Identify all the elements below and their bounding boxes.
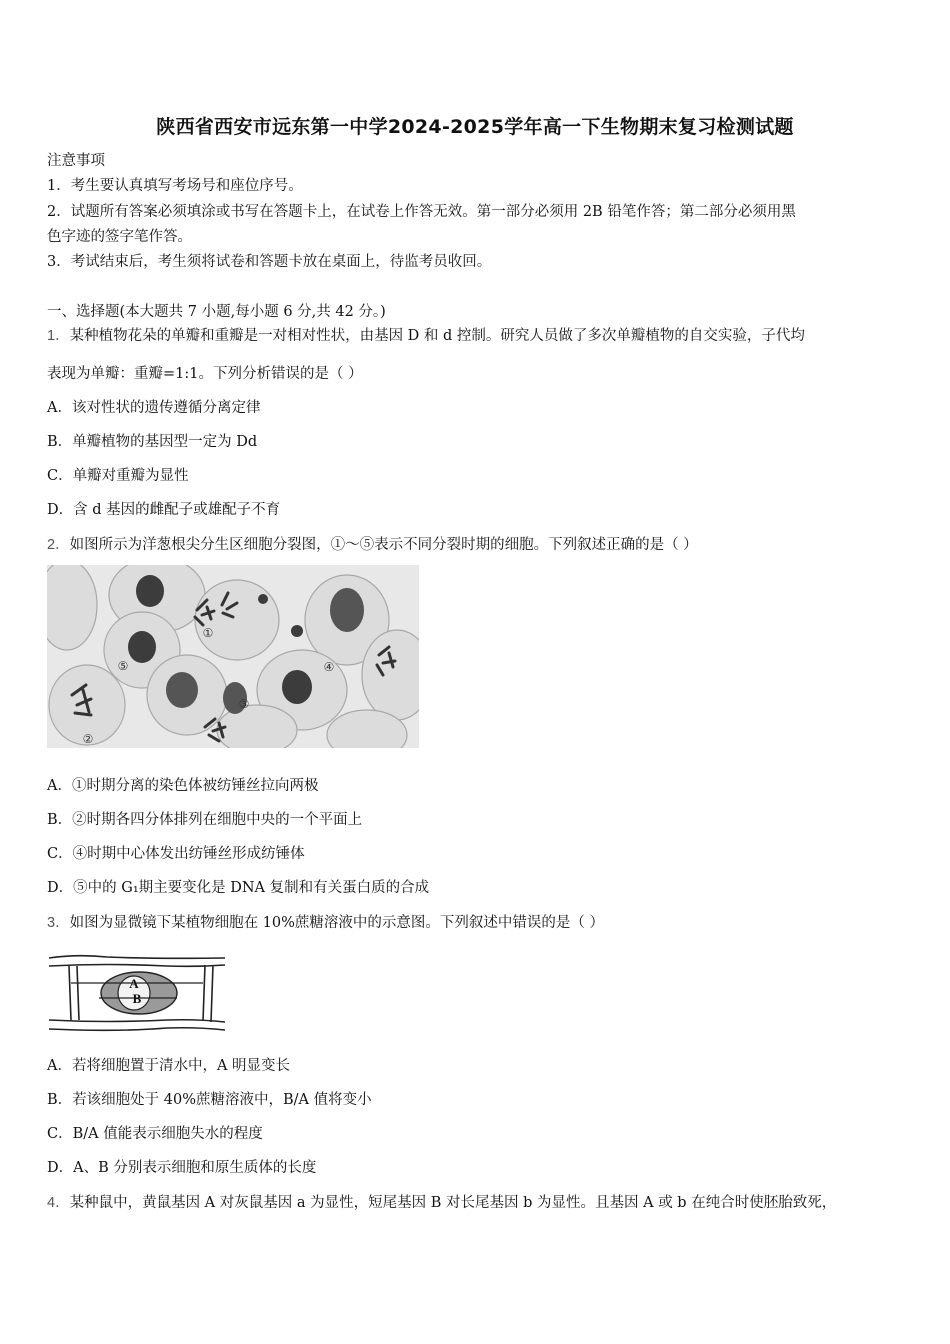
- figure-label: ⑤: [117, 659, 129, 673]
- option-c: C．单瓣对重瓣为显性: [47, 468, 189, 484]
- option-c: C．④时期中心体发出纺锤丝形成纺锤体: [47, 846, 305, 862]
- question-text: 如图所示为洋葱根尖分生区细胞分裂图，①～⑤表示不同分裂时期的细胞。下列叙述正确的是（ ）: [69, 537, 698, 553]
- figure-label: ②: [82, 732, 94, 746]
- option-b: B．若该细胞处于 40%蔗糖溶液中，B/A 值将变小: [47, 1092, 372, 1108]
- question-text: 某种鼠中，黄鼠基因 A 对灰鼠基因 a 为显性，短尾基因 B 对长尾基因 b 为显性。且基因 A 或 b 在纯合时使胚胎致死，: [69, 1195, 837, 1211]
- notice-item: 色字迹的签字笔作答。: [47, 229, 192, 245]
- plasmolysis-cell-diagram: [47, 946, 227, 1041]
- section-heading: 一、选择题(本大题共 7 小题,每小题 6 分,共 42 分。): [47, 304, 386, 320]
- figure-label-a: A: [129, 976, 139, 991]
- option-b: B．②时期各四分体排列在细胞中央的一个平面上: [47, 812, 363, 828]
- question-number: 1．: [47, 328, 70, 344]
- page-title: 陕西省西安市远东第一中学2024-2025学年高一下生物期末复习检测试题: [156, 116, 794, 138]
- option-c: C．B/A 值能表示细胞失水的程度: [47, 1126, 263, 1142]
- option-a: A．①时期分离的染色体被纺锤丝拉向两极: [47, 778, 319, 794]
- option-d: D．A、B 分别表示细胞和原生质体的长度: [47, 1160, 317, 1176]
- notice-item: 1．考生要认真填写考场号和座位序号。: [47, 178, 303, 194]
- notice-item: 2．试题所有答案必须填涂或书写在答题卡上，在试卷上作答无效。第一部分必须用 2B 铅笔作答；第二部分必须用黑: [47, 204, 796, 220]
- question-number: 3．: [47, 915, 70, 931]
- option-a: A．若将细胞置于清水中，A 明显变长: [47, 1058, 291, 1074]
- question-4-stem: [47, 1193, 836, 1213]
- question-1-stem: [47, 326, 805, 346]
- option-d: D．⑤中的 G₁期主要变化是 DNA 复制和有关蛋白质的合成: [47, 880, 430, 896]
- question-number: 2．: [47, 537, 70, 553]
- question-2-stem: [47, 535, 698, 555]
- option-a: A．该对性状的遗传遵循分离定律: [47, 400, 261, 416]
- question-3-stem: [47, 913, 604, 933]
- notice-heading: 注意事项: [47, 153, 105, 169]
- option-d: D．含 d 基因的雌配子或雄配子不育: [47, 502, 281, 518]
- question-text: 某种植物花朵的单瓣和重瓣是一对相对性状，由基因 D 和 d 控制。研究人员做了多次单瓣植物的自交实验，子代均: [69, 328, 805, 344]
- figure-label: ①: [202, 626, 214, 640]
- notice-item: 3．考试结束后，考生须将试卷和答题卡放在桌面上，待监考员收回。: [47, 254, 492, 270]
- figure-label: ④: [323, 660, 335, 674]
- onion-root-tip-micrograph: [47, 565, 419, 748]
- option-b: B．单瓣植物的基因型一定为 Dd: [47, 434, 258, 450]
- figure-label-b: B: [132, 991, 142, 1006]
- figure-label: ③: [238, 697, 250, 711]
- question-1-stem-cont: 表现为单瓣：重瓣=1:1。下列分析错误的是（ ）: [47, 366, 363, 382]
- question-text: 如图为显微镜下某植物细胞在 10%蔗糖溶液中的示意图。下列叙述中错误的是（ ）: [69, 915, 605, 931]
- question-number: 4．: [47, 1195, 70, 1211]
